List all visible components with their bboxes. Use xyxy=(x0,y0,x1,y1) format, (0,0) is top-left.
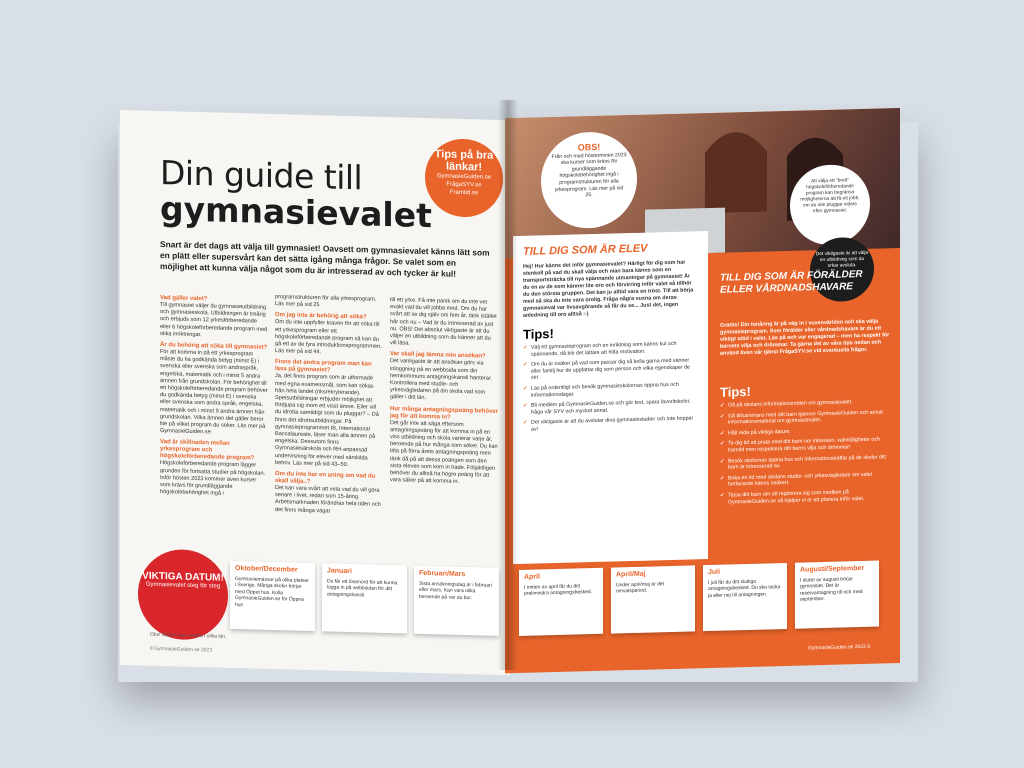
tip-item: ✓ Det viktigaste är att du avslutar dina gymnasiestudier och inte hoppar av! xyxy=(523,416,698,434)
note-month: Februari/Mars xyxy=(419,569,466,579)
note-text: I juli får du ditt slutliga antagningsbesked. Du ska tacka ja eller nej till antagningen. xyxy=(708,578,781,599)
student-section-text: Hej! Hur känns det inför gymnasievalet? Härligt för dig som har stenkoll på vad du skall välja och nian bara känns som en transportsträcka till nya spännande utmaningar på gymnasiet! Är du en av de som känner lite oro och förvirring inför valet så tillhör du den största gruppen. Det kan ju alltid vara en tröst. Till att börja med så ska du inte vara orolig. Fråga några vuxna om deras gymnasieval var livsavgörande så får du se... Just det, ingen anledning till oro alltså :-) xyxy=(523,259,694,319)
page-footer-left: 8 GymnasieGuiden.se 2023 xyxy=(150,645,212,654)
parent-section-title: TILL DIG SOM ÄR FÖRÄLDER ELLER VÅRDNADSHAVARE xyxy=(720,268,863,296)
note-text: Sista ansökningsdag är i februari eller mars. Kan vara olika beroende på var du bor. xyxy=(419,580,492,601)
tips-link[interactable]: Framtid.se xyxy=(449,189,479,197)
tips-badge-title: Tips på bra länkar! xyxy=(434,148,494,174)
section-text: Till gymnasiet väljer du gymnasieutbildning och gymnasieskola. Utbildningen är treårig och erbjuds som 12 yrkesförberedande eller 6 högskoleförberedande program med olika inriktningar. xyxy=(160,302,268,338)
page-footer-right: GymnasieGuiden.se 2023 9 xyxy=(808,643,870,652)
note-month: April/Maj xyxy=(616,570,646,579)
note-text: I mitten av april får du ditt preliminära antagningsbesked. xyxy=(524,582,593,597)
note-month: Juli xyxy=(708,568,721,577)
section-text: till ett yrke. Få inte panik om du inte vet exakt vad du vill jobba med. Om du har svårt att se dig själv om fem år, tänk istället hår och nu – Vad är du intresserad av just nu. OBS! Det absolut viktigaste är att du väljer en utbildning som du känner att du vill läsa. xyxy=(390,297,497,347)
parent-section-text: Grattis! Din tonåring är på väg in i vuxenvärlden och ska välja gymnasieprogram. Som förälder eller vårdnadshavare är du ett viktigt stöd i valet. Läs på och var engagerad – men ha respekt för barnets vilja och drömmar. Ta gärna del av våra tips nedan och använd även vår tjänst FrågaSYV.se vid eventuella frågor. xyxy=(720,318,890,357)
note-month: April xyxy=(524,573,540,581)
tips-link[interactable]: GymnasieGuiden.se xyxy=(436,173,492,181)
note-month: Augusti/September xyxy=(800,564,865,574)
text-column-2 xyxy=(275,294,383,520)
date-note xyxy=(519,568,603,636)
tip-item: ✓ Om du är osäker på vad som passar dig så kolla gärna med vänner eller familj hur de uppfattar dig som person och vilka egenskaper de ser. xyxy=(523,357,698,381)
student-section xyxy=(513,231,708,564)
section-heading: Hur många antagningspoäng behöver jag för att komma in? xyxy=(390,405,499,421)
tip-item: ✓ Läs på ordentligt och besök gymnasieskolornas öppna hus och informationsdagar. xyxy=(523,381,698,399)
student-tips-list xyxy=(523,340,698,433)
page-title-line1: Din guide till xyxy=(160,153,363,198)
note-text: I slutet av augusti börjar gymnasiet. Det är reservantagning till och med september. xyxy=(800,575,863,603)
tip-item: ✓ Boka en tid med skolans studie- och yrkesvägledare om valet fortfarande känns osäkert. xyxy=(720,471,890,489)
tip-item: ✓ Bli medlem på GymnasieGuiden.se och gör test, spara favoritskolor, fråga vår SYV och mycket annat. xyxy=(523,398,698,416)
intro-paragraph: Snart är det dags att välja till gymnasiet! Oavsett om gymnasievalet känns lätt som en plätt eller supersvårt kan det sätta igång många frågor. Se valet som en möjlighet att kunna välja något som du är intresserad av och tycker är kul! xyxy=(160,239,490,279)
note-text: Under april/maj är det omvalsperiod. xyxy=(616,580,665,595)
page-title-line2: gymnasievalet xyxy=(160,189,432,236)
student-tips-title: Tips! xyxy=(523,326,554,342)
parent-tips-list xyxy=(720,398,890,510)
date-note xyxy=(414,566,499,636)
spine-gutter xyxy=(498,100,518,670)
section-text: Om du inte uppfyller kraven för att söka till ett yrkesprogram eller ett högskoleförberedande program så kan du gå ett av de fyra introduktionsprogrammen. Läs mer på sid 44. xyxy=(275,319,382,356)
section-heading: Finns det andra program man kan läsa på gymnasiet? xyxy=(275,359,372,374)
section-heading: Är du behörig att söka till gymnasiet? xyxy=(160,342,268,351)
section-text: Ja, det finns program som är utformade med egna examensmål, som kan sökas från hela landet (riksrekryterande). Spetsutbildningar erbjuder möjlighet att fördjupa sig inom ett visst ämne. Eller vill du idrotta samtidigt som du pluggar? – Då finns det idrottsutbildningar. På gymnasieprogrammet IB, International Baccalaureate, läser man alla ämnen på engelska. Dessutom finns Gymnasiesärskola och RH-anpassad undervisning för elever med särskilda behov. Läs mer på sid 43–50. xyxy=(275,373,379,468)
section-heading: Om jag inte är behörig att söka? xyxy=(275,312,367,321)
tip-item: ✓ Tipsa ditt barn om att registrera sig som medlem på GymnasieGuiden.se så hjälper vi er att planera inför valet. xyxy=(720,488,890,506)
starburst-subtitle: Gymnasievalet steg för steg xyxy=(145,581,221,590)
section-text: programstrukturen för alla yrkesprogram. Läs mer på sid 25 xyxy=(275,294,377,309)
date-note xyxy=(795,561,879,629)
obs-text: Från och med hösterminen 2023 ska kurser som krävs för grundläggande högskolebehörighet ingå i programstrukturen för alla yrkesprogram. Läs mer på sid 25. xyxy=(551,151,627,199)
important-dates-badge xyxy=(138,548,228,640)
left-page xyxy=(120,110,510,675)
date-note xyxy=(703,563,787,631)
quote-bubble-white: Att välja ett "brett" högskoleförberedande program kan begränsa möjligheterna att få ett jobb, om du inte pluggar vidare efter gymnasiet. xyxy=(790,164,870,246)
tips-link[interactable]: FrågaSYV.se xyxy=(446,181,482,189)
date-note xyxy=(322,563,407,633)
tip-item: ✓ Håll reda på viktiga datum. xyxy=(720,426,890,437)
tip-item: ✓ Välj ett gymnasieprogram och en inriktning som känns kul och spännande, då blir det lättare att hitta motivation. xyxy=(523,340,698,358)
section-heading: Vad är skillnaden mellan yrkesprogram och högskoleförberedande program? xyxy=(160,439,255,462)
tips-links-badge xyxy=(425,138,503,218)
parent-tips-title: Tips! xyxy=(720,383,751,400)
obs-title: OBS! xyxy=(577,141,601,153)
section-text: Högskoleförberedande program lägger grunden för fortsatta studier på högskolan. Inför hösten 2023 kommer även kurser som krävs för grundläggande högskolebehörighet ingå i xyxy=(160,460,266,497)
footnote: Obs! Datum kan variera i olika län. xyxy=(150,631,227,640)
tip-item: ✓ Gå tillsammans med ditt barn igenom GymnasieGuiden och annat informationsmaterial om gymnasievalet. xyxy=(720,409,890,427)
text-column-1 xyxy=(160,291,268,502)
student-section-title: TILL DIG SOM ÄR ELEV xyxy=(523,242,648,258)
section-text: Det vanligaste är att ansökan görs via inloggning på en webbsida som din hemkommuns antagningskansli hanterar. Kontrollera med studie- och yrkesvägledaren på din skola vad som gäller i ditt län. xyxy=(390,358,492,402)
section-text: Det går inte att säga eftersom antagningspoäng för att komma in på en viss utbildning och skola varierar varje år, beroende på hur många som söker. Du kan titta på förra årets antagningspoäng men tänk då på att dessa poängen som den sista eleven som kom in hade. Följaktligen behöver du alltså ha högre poäng för att vara säker på att komma in. xyxy=(390,419,498,486)
text-column-3 xyxy=(390,297,498,490)
note-month: Januari xyxy=(327,567,352,576)
tip-item: ✓ Ta dig tid att prata med ditt barn om intressen, valmöjligheter och framtid men respektera ditt barns vilja och drömmar! xyxy=(720,437,890,455)
section-text: För att komma in på ett yrkesprogram måste du ha godkända betyg (minst E) i svenska eller svenska som andraspråk, engelska, matematik och i minst 5 andra ämnen från grundskolan. För behörighet till ett högskoleförberedande program behöver du godkända betyg (minst E) i svenska eller svenska som andra språk, engelska, matematik och i minst 9 andra ämnen från grundskolan. Vilka ämnen det gäller beror lite på vilket program du söker. Läs mer på GymnasieGuiden.se. xyxy=(160,349,268,436)
tip-item: ✓ Gå på skolans informationsmöten om gymnasievalet. xyxy=(720,398,890,409)
starburst-title: VIKTIGA DATUM! xyxy=(142,570,224,584)
date-note xyxy=(611,565,695,633)
section-heading: Var skall jag lämna min ansökan? xyxy=(390,351,486,360)
date-notes-right xyxy=(519,561,879,636)
right-page xyxy=(505,108,900,673)
quote-bubble-dark: Det viktigaste är att välja en utbildning som du orkar avsluta. xyxy=(810,237,874,303)
section-text: Det kan vara svårt att veta vad du vill göra senare i livet, redan som 15-åring. Arbetsmarknaden förändras hela tiden och det finns många vägar xyxy=(275,485,381,515)
tip-item: ✓ Besök skolornas öppna hus och informationsträffar på de skolor ditt barn är intresserad av. xyxy=(720,454,890,472)
note-text: Du får ett lösenord för att kunna logga in på webbsidan för ditt antagningskansli. xyxy=(327,577,398,598)
date-note xyxy=(230,561,315,631)
section-heading: Vad gäller valet? xyxy=(160,295,208,303)
date-notes-left xyxy=(230,561,499,648)
note-text: Gymnasiemässor på olika platser i Sverige. Många skolor börjar med Öppet hus. Kolla GymnasieGuiden.se för Öppna hus xyxy=(235,575,309,608)
section-heading: Om du inte har en aning om vad du skall välja..? xyxy=(275,471,376,486)
note-month: Oktober/December xyxy=(235,565,298,574)
